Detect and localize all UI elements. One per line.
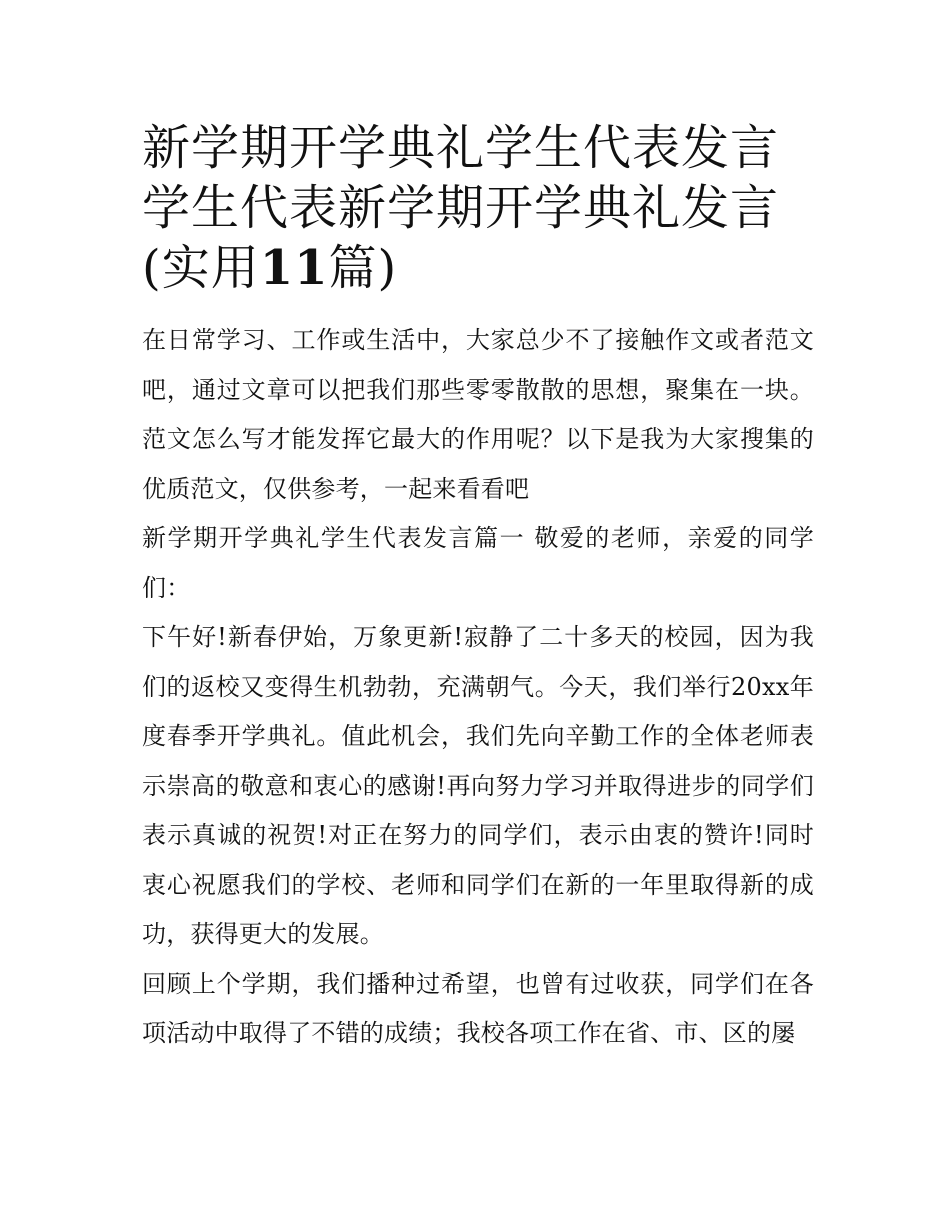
title-line-3-number: 11: [259, 240, 329, 296]
intro-paragraph: 在日常学习、工作或生活中，大家总少不了接触作文或者范文吧，通过文章可以把我们那些零零散散的思想，聚集在一块。范文怎么写才能发挥它最大的作用呢？以下是我为大家搜集的优质范文，仅供参考，一起来看看吧: [142, 326, 814, 503]
title-line-2: 学生代表新学期开学典礼发言: [142, 180, 780, 236]
document-title: [142, 118, 814, 298]
title-line-3-prefix: (实用: [142, 240, 260, 296]
review-paragraph: 回顾上个学期，我们播种过希望，也曾有过收获，同学们在各项活动中取得了不错的成绩；我校各项工作在省、市、区的屡: [142, 969, 814, 1047]
document-body: [142, 118, 814, 1059]
greeting-paragraph: 下午好!新春伊始，万象更新!寂静了二十多天的校园，因为我们的返校又变得生机勃勃，充满朝气。今天，我们举行20xx年度春季开学典礼。值此机会，我们先向辛勤工作的全体老师表示崇高的敬意和衷心的感谢!再向努力学习并取得进步的同学们表示真诚的祝贺!对正在努力的同学们，表示由衷的赞许!同时衷心祝愿我们的学校、老师和同学们在新的一年里取得新的成功，获得更大的发展。: [142, 623, 814, 948]
title-line-1: 新学期开学典礼学生代表发言: [142, 120, 780, 176]
title-line-3-suffix: 篇): [328, 240, 398, 296]
section-heading-paragraph: 新学期开学典礼学生代表发言篇一 敬爱的老师，亲爱的同学们：: [142, 524, 814, 602]
